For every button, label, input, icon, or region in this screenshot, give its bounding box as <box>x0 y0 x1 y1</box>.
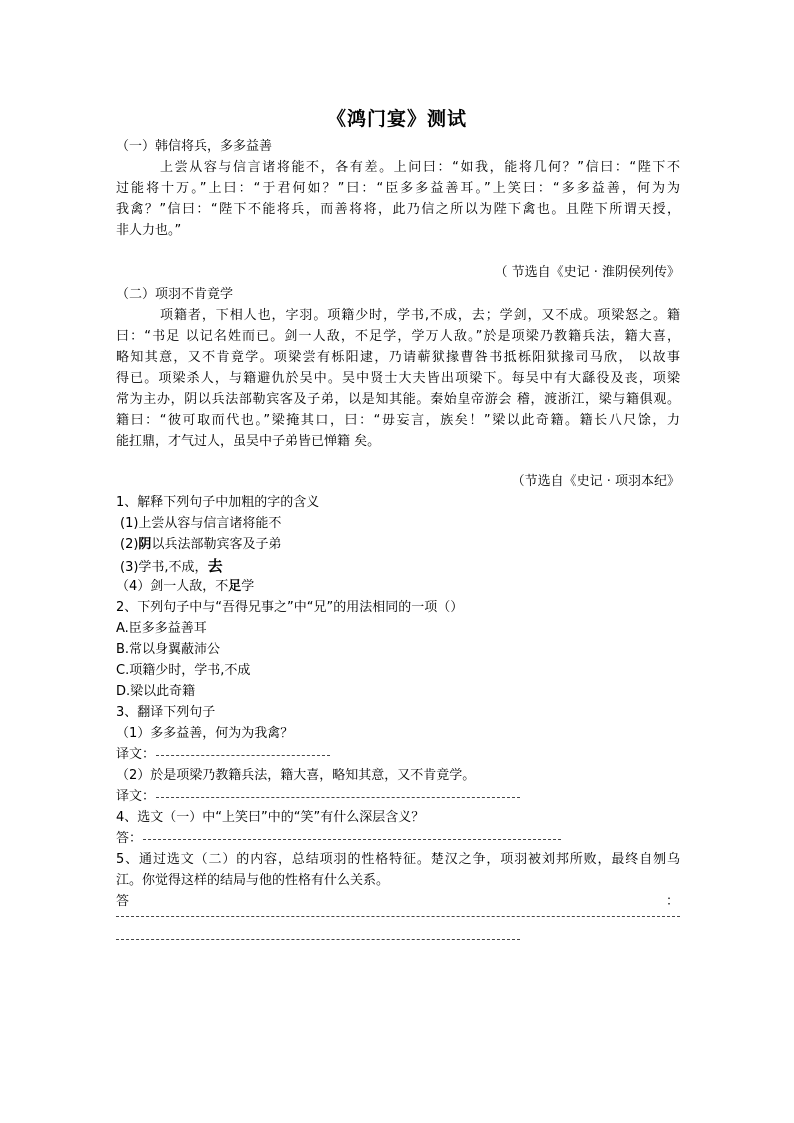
section2-line: 得已。项梁杀人，与籍避仇於吴中。吴中贤士大夫皆出项梁下。每吴中有大繇役及丧，项梁 <box>116 371 680 386</box>
answer-line[interactable] <box>116 916 680 917</box>
q4-answer-label: 答： <box>116 831 143 846</box>
q2-option: A.臣多多益善耳 <box>116 621 207 636</box>
q4-stem: 4、选文（一）中“上笑曰”中的“笑”有什么深层含义？ <box>116 810 425 825</box>
answer-line[interactable] <box>156 755 330 756</box>
section1-line: 我禽？”信曰：“陛下不能将兵，而善将将，此乃信之所以为陛下禽也。且陛下所谓天授， <box>116 202 680 217</box>
section2-line: 常为主办，阴以兵法部勒宾客及子弟，以是知其能。秦始皇帝游会 稽，渡浙江，梁与籍俱观。 <box>116 392 680 407</box>
bold-char: 阴 <box>138 537 152 552</box>
section1-heading: （一）韩信将兵，多多益善 <box>116 139 273 154</box>
answer-line[interactable] <box>143 839 561 840</box>
q2-option: C.项籍少时，学书,不成 <box>116 663 251 678</box>
answer-line[interactable] <box>116 939 520 940</box>
q5-answer-colon: ： <box>666 894 680 909</box>
section2-heading: （二）项羽不肯竟学 <box>116 287 234 302</box>
section1-line: 上尝从容与信言诸将能不，各有差。上问曰：“如我，能将几何？”信曰：“陛下不 <box>160 160 680 175</box>
bold-char: 足 <box>228 579 242 594</box>
page-title: 《鸿门宴》测试 <box>326 108 467 130</box>
q3-answer-label: 译文： <box>116 747 156 762</box>
section2-line: 项籍者，下相人也，字羽。项籍少时，学书,不成，去；学剑，又不成。项梁怒之。籍 <box>160 308 680 323</box>
section2-line: 能扛鼎，才气过人，虽吴中子弟皆已惮籍 矣。 <box>116 434 381 449</box>
answer-line[interactable] <box>156 797 520 798</box>
q5-stem: 江。你觉得这样的结局与他的性格有什么关系。 <box>116 873 390 888</box>
section2-line: 籍曰：“彼可取而代也。”梁掩其口，曰：“毋妄言，族矣！”梁以此奇籍。籍长八尺馀，力 <box>116 413 680 428</box>
q1-item: (1)上尝从容与信言诸将能不 <box>120 516 282 531</box>
bold-char: 去 <box>207 557 223 575</box>
q1-item: (3)学书,不成，去 <box>120 557 223 575</box>
section1-line: 非人力也。” <box>116 223 182 238</box>
section2-source: （节选自《史记 · 项羽本纪》 <box>511 474 680 489</box>
q3-stem: 3、翻译下列句子 <box>116 705 216 720</box>
q2-stem: 2、下列句子中与“吾得兄事之”中“兄”的用法相同的一项（） <box>116 600 464 615</box>
section1-line: 过能将十万。”上曰：“于君何如？”曰：“臣多多益善耳。”上笑曰：“多多益善，何为为 <box>116 181 680 196</box>
q3-sentence: （2）於是项梁乃教籍兵法，籍大喜，略知其意，又不肯竟学。 <box>116 768 476 783</box>
section2-line: 略知其意，又不肯竟学。项梁尝有栎阳逮，乃请蕲狱掾曹咎书抵栎阳狱掾司马欣， 以故事 <box>116 350 680 365</box>
q2-option: D.梁以此奇籍 <box>116 684 196 699</box>
q2-option: B.常以身翼蔽沛公 <box>116 642 221 657</box>
q3-sentence: （1）多多益善，何为为我禽？ <box>116 726 294 741</box>
section2-line: 曰：“书足 以记名姓而已。剑一人敌，不足学，学万人敌。”於是项梁乃教籍兵法，籍大喜， <box>116 329 680 344</box>
q5-answer-label: 答 <box>116 894 130 909</box>
q1-item: （4）剑一人敌，不足学 <box>116 579 255 594</box>
section1-source: （ 节选自《史记 · 淮阴侯列传》 <box>494 265 680 280</box>
q1-stem: 1、解释下列句子中加粗的字的含义 <box>116 495 320 510</box>
q5-stem: 5、通过选文（二）的内容，总结项羽的性格特征。楚汉之争，项羽被刘邦所败，最终自刎乌 <box>116 852 680 867</box>
q1-item: (2)阴以兵法部勒宾客及子弟 <box>120 537 282 552</box>
q3-answer-label: 译文： <box>116 789 156 804</box>
